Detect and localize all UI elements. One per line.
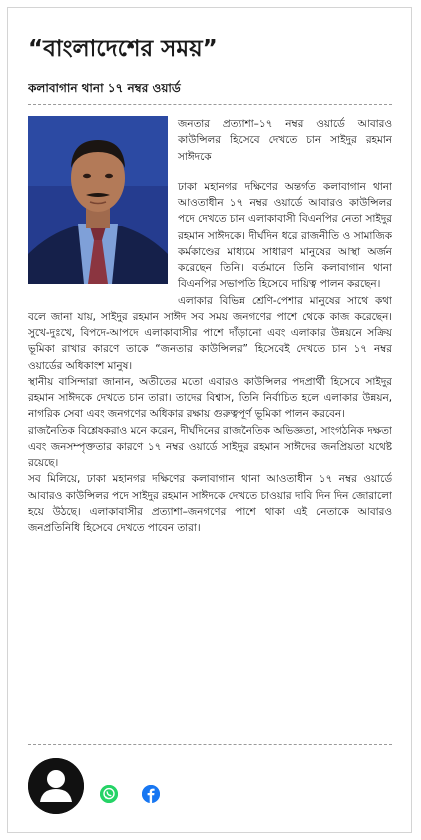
body-paragraph: ঢাকা মহানগর দক্ষিণের অন্তর্গত কলাবাগান থানা আওতাধীন ১৭ নম্বর ওয়ার্ডে আবারও কাউন্সিলর পদে দেখতে চান এলাকাবাসী বিএনপির নেতা সাইদুর রহমান সাঈদকে। দীর্ঘদিন ধরে রাজনীতি ও সামাজিক কর্মকাণ্ডের মাধ্যমে সাধারণ মানুষের আস্থা অর্জন করেছেন তিনি। বর্তমানে তিনি কলাবাগান থানা বিএনপির সভাপতি হিসেবে দায়িত্ব পালন করছেন। [178, 180, 392, 291]
facebook-icon[interactable] [142, 785, 160, 803]
avatar-icon[interactable] [28, 758, 84, 814]
article-title: “বাংলাদেশের সময়” [28, 36, 218, 62]
article-body [28, 116, 392, 742]
article-subtitle: কলাবাগান থানা ১৭ নম্বর ওয়ার্ড [28, 81, 181, 95]
body-paragraph: রাজনৈতিক বিশ্লেষকরাও মনে করেন, দীর্ঘদিনের রাজনৈতিক অভিজ্ঞতা, সাংগঠনিক দক্ষতা এবং জনসম্পৃক্ততার কারণে ১৭ নম্বর ওয়ার্ডে সাইদুর রহমান সাঈদের জনপ্রিয়তা যথেষ্ট রয়েছে। [28, 424, 392, 469]
body-paragraph: স্থানীয় বাসিন্দারা জানান, অতীতের মতো এবারও কাউন্সিলর পদপ্রার্থী হিসেবে সাইদুর রহমান সাঈদকে দেখতে চান তারা। তাদের বিশ্বাস, তিনি নির্বাচিত হলে এলাকার উন্নয়ন, নাগরিক সেবা এবং জনগণের অধিকার রক্ষায় গুরুত্বপূর্ণ ভূমিকা পালন করবেন। [28, 375, 392, 421]
body-paragraph: এলাকার বিভিন্ন শ্রেণি-পেশার মানুষের সাথে কথা বলে জানা যায়, সাইদুর রহমান সাঈদ সব সময় জনগণের পাশে থেকে কাজ করেছেন। সুখে-দুঃখে, বিপদে-আপদে এলাকাবাসীর পাশে দাঁড়ানো এবং এলাকার উন্নয়নে সক্রিয় ভূমিকা রাখার কারণে তাকে “জনতার কাউন্সিলর” হিসেবেই দেখতে চান ১৭ নম্বর ওয়ার্ডের অধিকাংশ মানুষ। [28, 294, 392, 372]
lead-paragraph: জনতার প্রত্যাশা–১৭ নম্বর ওয়ার্ডে আবারও কাউন্সিলর হিসেবে দেখতে চান সাইদুর রহমান সাঈদকে [178, 118, 392, 163]
whatsapp-icon[interactable] [100, 785, 118, 803]
article-card [7, 7, 412, 833]
body-paragraph: সব মিলিয়ে, ঢাকা মহানগর দক্ষিণের কলাবাগান থানা আওতাধীন ১৭ নম্বর ওয়ার্ডে আবারও কাউন্সিলর পদে সাইদুর রহমান সাঈদকে দেখতে চাওয়ার দাবি দিন দিন জোরালো হয়ে উঠছে। এলাকাবাসীর প্রত্যাশা–জনগণের পাশে থাকা এই নেতাকে আবারও জনপ্রতিনিধি হিসেবে দেখতে পাবেন তারা। [28, 473, 392, 534]
bottom-divider [28, 744, 392, 745]
article-footer [28, 758, 392, 818]
top-divider [28, 104, 392, 105]
